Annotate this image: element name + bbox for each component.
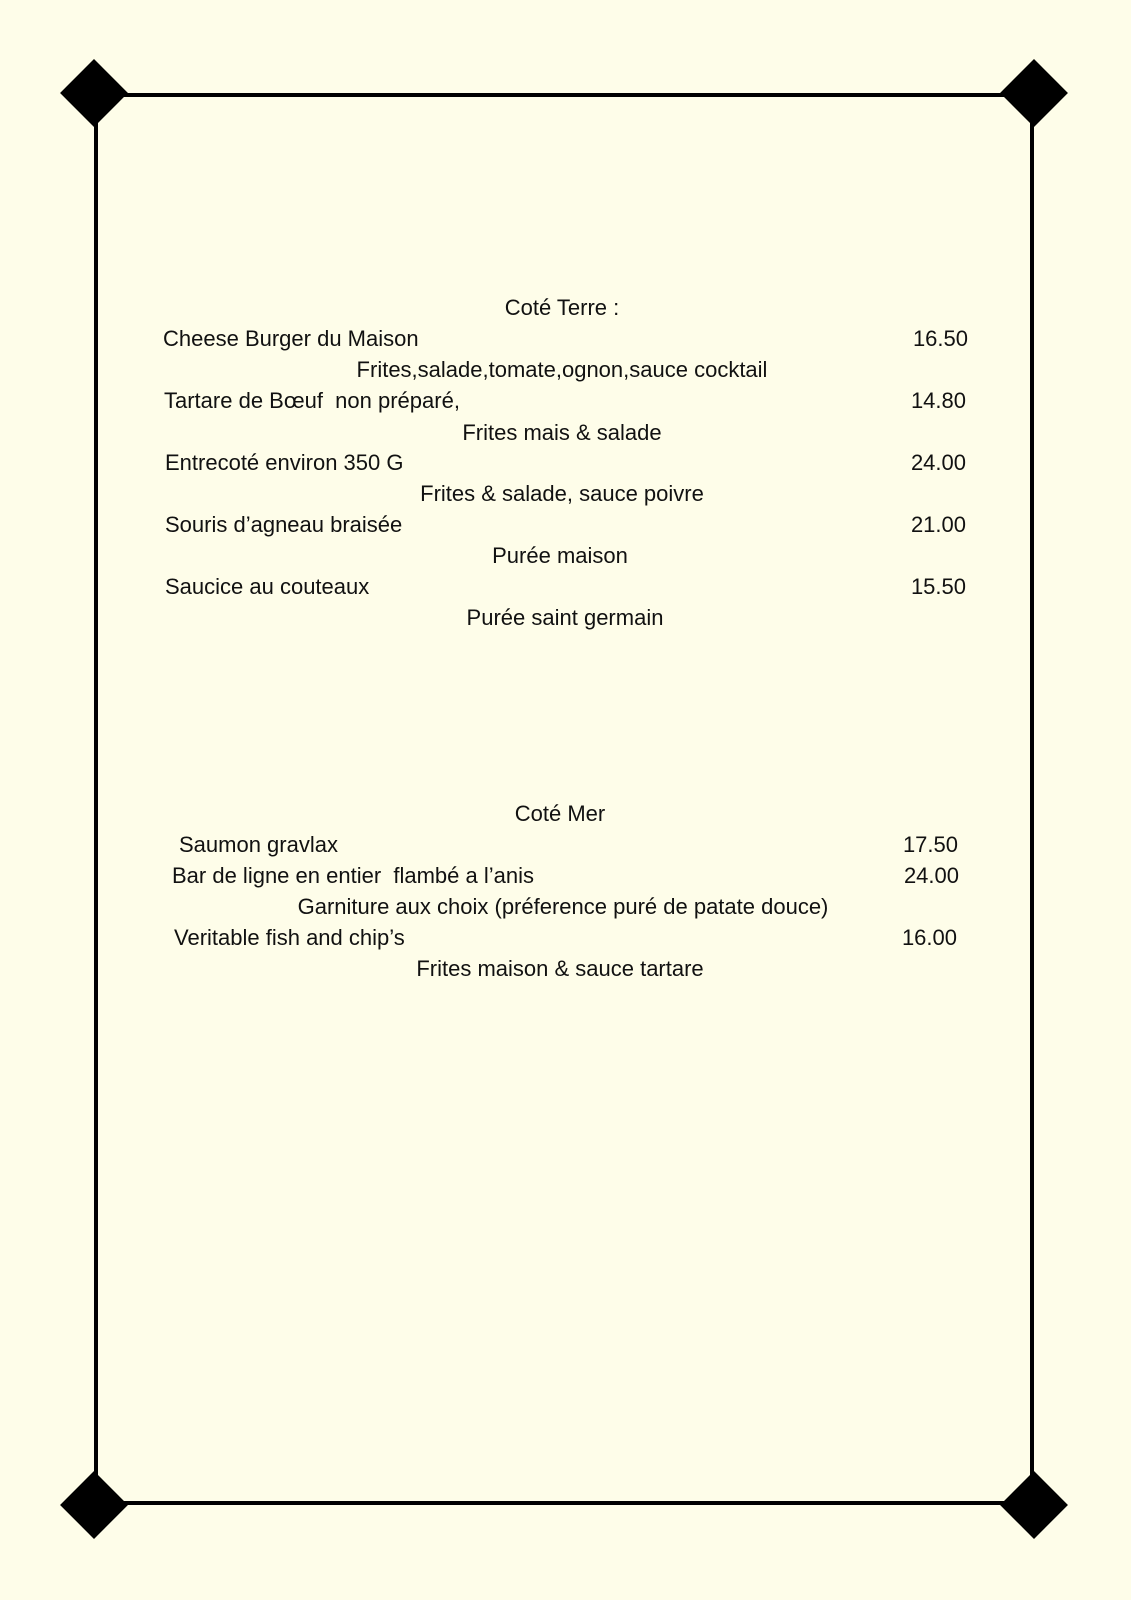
menu-item-name: Saucice au couteaux xyxy=(165,574,370,599)
menu-item-description: Purée maison xyxy=(492,543,628,568)
menu-item-description: Purée saint germain xyxy=(466,605,664,630)
menu-item-name: Saumon gravlax xyxy=(179,832,338,857)
menu-item-price: 24.00 xyxy=(910,450,966,475)
menu-item-description: Frites & salade, sauce poivre xyxy=(420,481,704,506)
menu-item-name: Bar de ligne en entier flambé a l’anis xyxy=(172,863,534,888)
menu-item-name: Veritable fish and chip’s xyxy=(174,925,405,950)
menu-item-price: 16.00 xyxy=(901,925,957,950)
menu-item-price: 16.50 xyxy=(912,326,968,351)
menu-item-price: 17.50 xyxy=(902,832,958,857)
menu-item-name: Entrecoté environ 350 G xyxy=(165,450,404,475)
menu-item-description: Frites maison & sauce tartare xyxy=(416,956,704,981)
menu-item-price: 24.00 xyxy=(903,863,959,888)
menu-item-price: 21.00 xyxy=(910,512,966,537)
menu-item-name: Cheese Burger du Maison xyxy=(163,326,419,351)
section-title-terre: Coté Terre : xyxy=(504,295,620,320)
menu-item-name: Tartare de Bœuf non préparé, xyxy=(164,388,460,413)
menu-item-name: Souris d’agneau braisée xyxy=(165,512,403,537)
menu-item-price: 14.80 xyxy=(910,388,966,413)
menu-item-description: Frites,salade,tomate,ognon,sauce cocktail xyxy=(356,357,768,382)
menu-item-description: Frites mais & salade xyxy=(462,420,662,445)
menu-item-price: 15.50 xyxy=(910,574,966,599)
section-title-mer: Coté Mer xyxy=(514,801,606,826)
menu-item-description: Garniture aux choix (préference puré de patate douce) xyxy=(297,894,829,919)
